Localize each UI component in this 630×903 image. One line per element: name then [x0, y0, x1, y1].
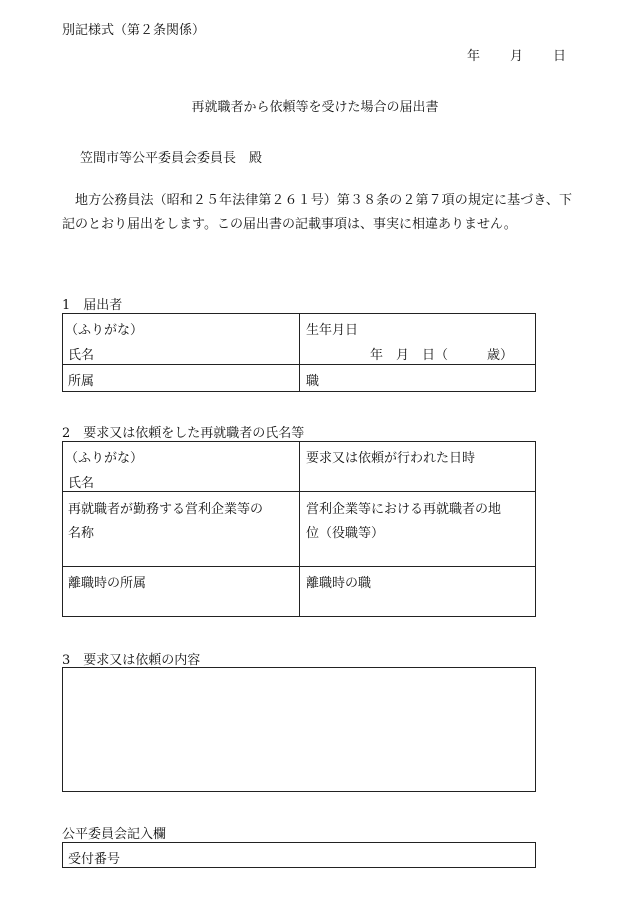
request-content-box[interactable]	[62, 667, 536, 792]
notifier-table	[62, 313, 536, 392]
name-label: 氏名	[68, 348, 95, 363]
receipt-number-box	[62, 842, 536, 868]
birthdate-label: 生年月日	[306, 323, 359, 338]
receipt-number-label: 受付番号	[68, 852, 121, 867]
table-divider	[299, 442, 300, 616]
former-position-label: 離職時の職	[306, 576, 372, 591]
date-month: 月	[510, 49, 524, 64]
company-position-label-line1: 営利企業等における再就職者の地	[306, 502, 502, 517]
position-label: 職	[306, 374, 320, 389]
body-text: 地方公務員法（昭和２５年法律第２６１号）第３８条の２第７項の規定に基づき、下記のとおり届出をします。この届出書の記載事項は、事実に相違ありません。	[62, 193, 572, 232]
form-label: 別記様式（第２条関係）	[62, 23, 206, 38]
date-line	[467, 45, 566, 64]
furigana-label: （ふりがな）	[65, 451, 144, 466]
addressee: 笠間市等公平委員会委員長 殿	[80, 151, 263, 166]
table-divider	[299, 314, 300, 391]
company-position-label-line2: 位（役職等）	[306, 526, 385, 541]
office-use-heading: 公平委員会記入欄	[62, 827, 167, 842]
document-title: 再就職者から依頼等を受けた場合の届出書	[191, 100, 439, 115]
table-divider	[63, 566, 535, 567]
date-day: 日	[553, 49, 567, 64]
birthdate-field[interactable]: 年 月 日（ 歳）	[370, 348, 514, 363]
company-name-label-line1: 再就職者が勤務する営利企業等の	[68, 502, 264, 517]
table-divider	[63, 364, 535, 365]
section1-heading: 1 届出者	[62, 298, 123, 313]
request-datetime-label: 要求又は依頼が行われた日時	[306, 451, 476, 466]
table-divider	[63, 491, 535, 492]
affiliation-label: 所属	[68, 374, 95, 389]
name-label: 氏名	[68, 476, 95, 491]
company-name-label-line2: 名称	[68, 526, 95, 541]
section2-heading: 2 要求又は依頼をした再就職者の氏名等	[62, 426, 305, 441]
date-year: 年	[467, 49, 481, 64]
furigana-label: （ふりがな）	[65, 323, 144, 338]
former-affiliation-label: 離職時の所属	[68, 576, 147, 591]
section3-heading: 3 要求又は依頼の内容	[62, 653, 201, 668]
reemployed-person-table	[62, 441, 536, 617]
